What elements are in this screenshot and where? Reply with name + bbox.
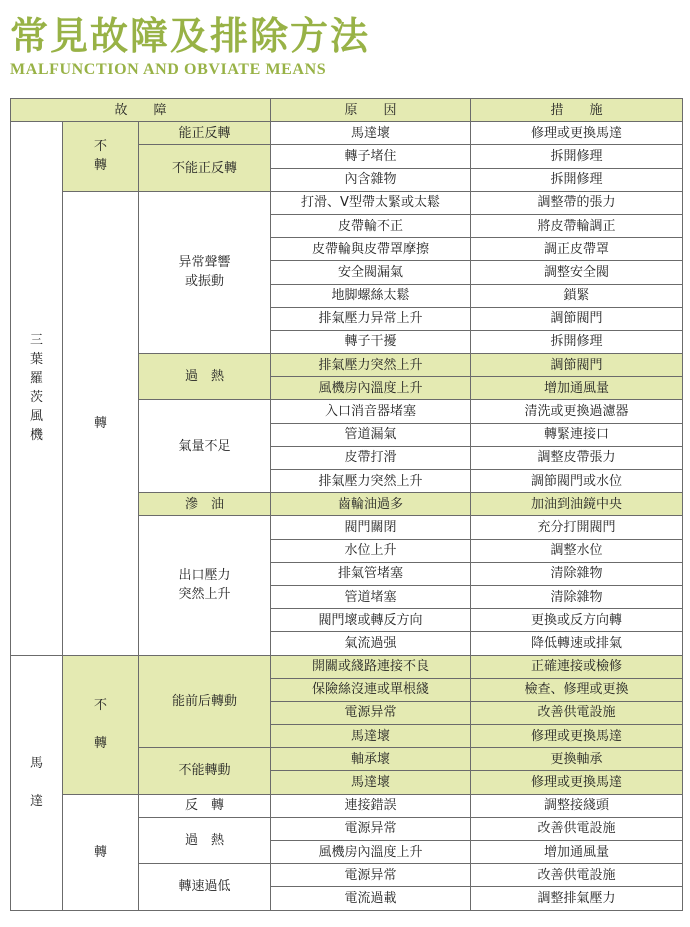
remedy-cell: 增加通風量 — [471, 841, 683, 864]
cause-cell: 皮帶打滑 — [271, 446, 471, 469]
remedy-cell: 增加通風量 — [471, 377, 683, 400]
cause-cell: 皮帶輪不正 — [271, 214, 471, 237]
group-blower-no-run: 不 轉 — [63, 122, 139, 192]
fault-header: 故 障 — [11, 99, 271, 122]
page-subtitle: MALFUNCTION AND OBVIATE MEANS — [10, 61, 327, 78]
remedy-cell: 調節閥門 — [471, 354, 683, 377]
remedy-cell: 調正皮帶罩 — [471, 238, 683, 261]
header-row — [11, 99, 683, 122]
remedy-cell: 修理或更換馬達 — [471, 771, 683, 794]
remedy-cell: 調整排氣壓力 — [471, 887, 683, 910]
remedy-cell: 降低轉速或排氣 — [471, 632, 683, 655]
cause-cell: 地脚螺絲太鬆 — [271, 284, 471, 307]
remedy-cell: 檢查、修理或更換 — [471, 678, 683, 701]
cause-cell: 安全閥漏氣 — [271, 261, 471, 284]
cause-cell: 電源异常 — [271, 701, 471, 724]
remedy-cell: 調整水位 — [471, 539, 683, 562]
cause-cell: 齒輪油過多 — [271, 493, 471, 516]
cause-cell: 管道堵塞 — [271, 585, 471, 608]
symptom-cell: 出口壓力 突然上升 — [139, 516, 271, 655]
group-motor-no-run: 不 轉 — [63, 655, 139, 794]
cause-cell: 排氣壓力突然上升 — [271, 354, 471, 377]
remedy-cell: 拆開修理 — [471, 168, 683, 191]
cause-cell: 閥門關閉 — [271, 516, 471, 539]
remedy-cell: 轉緊連接口 — [471, 423, 683, 446]
cause-cell: 開關或綫路連接不良 — [271, 655, 471, 678]
remedy-cell: 修理或更換馬達 — [471, 725, 683, 748]
remedy-cell: 調整皮帶張力 — [471, 446, 683, 469]
symptom-cell: 過 熱 — [139, 354, 271, 400]
table-row — [11, 122, 683, 145]
cause-cell: 皮帶輪與皮帶罩摩擦 — [271, 238, 471, 261]
table-row — [11, 794, 683, 817]
remedy-cell: 調整帶的張力 — [471, 191, 683, 214]
remedy-cell: 調整接綫頭 — [471, 794, 683, 817]
fault-table-body — [11, 99, 683, 911]
remedy-cell: 改善供電設施 — [471, 817, 683, 840]
symptom-cell: 能正反轉 — [139, 122, 271, 145]
remedy-cell: 加油到油鏡中央 — [471, 493, 683, 516]
remedy-cell: 將皮帶輪調正 — [471, 214, 683, 237]
cause-header: 原 因 — [271, 99, 471, 122]
symptom-cell: 能前后轉動 — [139, 655, 271, 748]
section-motor: 馬 達 — [11, 655, 63, 910]
remedy-header: 措 施 — [471, 99, 683, 122]
table-row — [11, 655, 683, 678]
remedy-cell: 調整安全閥 — [471, 261, 683, 284]
cause-cell: 水位上升 — [271, 539, 471, 562]
cause-cell: 氣流過强 — [271, 632, 471, 655]
remedy-cell: 拆開修理 — [471, 330, 683, 353]
cause-cell: 馬達壞 — [271, 725, 471, 748]
symptom-cell: 异常聲響 或振動 — [139, 191, 271, 353]
cause-cell: 連接錯誤 — [271, 794, 471, 817]
remedy-cell: 清洗或更換過濾器 — [471, 400, 683, 423]
cause-cell: 排氣壓力异常上升 — [271, 307, 471, 330]
remedy-cell: 更換或反方向轉 — [471, 609, 683, 632]
remedy-cell: 改善供電設施 — [471, 701, 683, 724]
cause-cell: 轉子堵住 — [271, 145, 471, 168]
remedy-cell: 清除雜物 — [471, 585, 683, 608]
fault-table — [10, 98, 683, 911]
group-motor-run: 轉 — [63, 794, 139, 910]
symptom-cell: 轉速過低 — [139, 864, 271, 910]
cause-cell: 打滑、V型帶太緊或太鬆 — [271, 191, 471, 214]
symptom-cell: 滲 油 — [139, 493, 271, 516]
cause-cell: 排氣管堵塞 — [271, 562, 471, 585]
remedy-cell: 正確連接或檢修 — [471, 655, 683, 678]
remedy-cell: 拆開修理 — [471, 145, 683, 168]
cause-cell: 轉子干擾 — [271, 330, 471, 353]
group-blower-run: 轉 — [63, 191, 139, 655]
symptom-cell: 過 熱 — [139, 817, 271, 863]
symptom-cell: 不能轉動 — [139, 748, 271, 794]
remedy-cell: 調節閥門 — [471, 307, 683, 330]
remedy-cell: 改善供電設施 — [471, 864, 683, 887]
remedy-cell: 鎖緊 — [471, 284, 683, 307]
cause-cell: 馬達壞 — [271, 122, 471, 145]
cause-cell: 風機房內溫度上升 — [271, 841, 471, 864]
cause-cell: 閥門壞或轉反方向 — [271, 609, 471, 632]
cause-cell: 電源异常 — [271, 864, 471, 887]
remedy-cell: 修理或更換馬達 — [471, 122, 683, 145]
symptom-cell: 不能正反轉 — [139, 145, 271, 191]
remedy-cell: 充分打開閥門 — [471, 516, 683, 539]
remedy-cell: 調節閥門或水位 — [471, 470, 683, 493]
cause-cell: 內含雜物 — [271, 168, 471, 191]
remedy-cell: 更換軸承 — [471, 748, 683, 771]
cause-cell: 電源异常 — [271, 817, 471, 840]
cause-cell: 馬達壞 — [271, 771, 471, 794]
cause-cell: 排氣壓力突然上升 — [271, 470, 471, 493]
cause-cell: 電流過載 — [271, 887, 471, 910]
section-blower: 三 葉 羅 茨 風 機 — [11, 122, 63, 655]
cause-cell: 保險絲沒連或單根綫 — [271, 678, 471, 701]
page-title: 常見故障及排除方法 — [10, 13, 371, 58]
remedy-cell: 清除雜物 — [471, 562, 683, 585]
table-row — [11, 191, 683, 214]
symptom-cell: 反 轉 — [139, 794, 271, 817]
cause-cell: 入口消音器堵塞 — [271, 400, 471, 423]
cause-cell: 軸承壞 — [271, 748, 471, 771]
cause-cell: 風機房內溫度上升 — [271, 377, 471, 400]
cause-cell: 管道漏氣 — [271, 423, 471, 446]
symptom-cell: 氣量不足 — [139, 400, 271, 493]
